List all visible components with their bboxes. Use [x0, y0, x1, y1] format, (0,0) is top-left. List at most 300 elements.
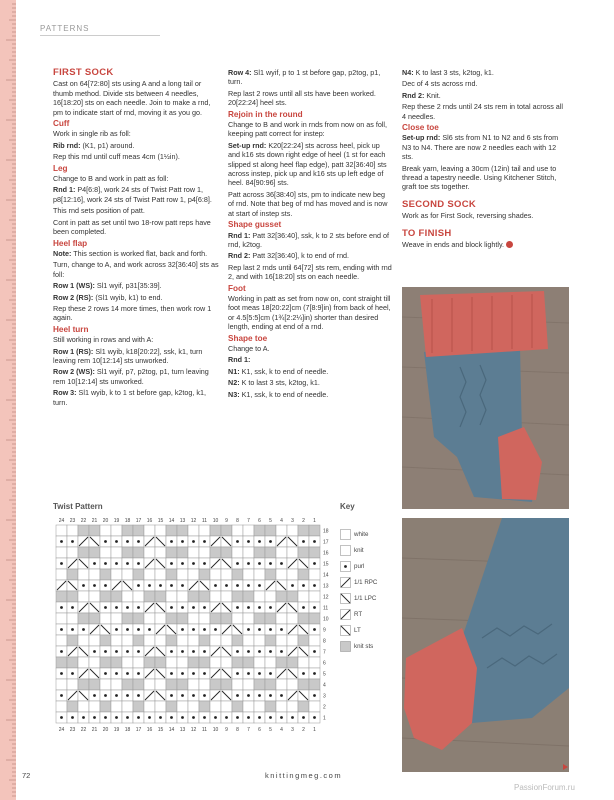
key-label: 1/1 RPC [354, 579, 378, 586]
sock-toe-illustration [402, 518, 569, 772]
chart-cell [199, 558, 210, 569]
chart-cell [122, 602, 133, 613]
chart-cell [298, 646, 309, 657]
chart-cell [287, 558, 298, 569]
chart-cell [309, 580, 320, 591]
heading-cuff: Cuff [53, 119, 70, 129]
turn-text-3: Row 2 (WS): Sl1 wyif, p7, p2tog, p1, turn leaving rem 10[12:14] sts unworked. [53, 367, 209, 386]
chart-cell [221, 657, 232, 668]
chart-cell [144, 646, 155, 657]
chart-cell [265, 657, 276, 668]
chart-cell [166, 624, 177, 635]
chart-row-number: 3 [323, 693, 326, 700]
key-symbol-grey [340, 641, 351, 652]
heading-second-sock: SECOND SOCK [402, 198, 477, 210]
chart-cell [210, 536, 221, 547]
chart-col-number: 10 [212, 727, 219, 733]
key-item-knit [340, 544, 400, 557]
chart-col-number: 17 [135, 727, 142, 733]
chart-cell [298, 569, 309, 580]
toe-text-5: N3: K1, ssk, k to end of needle. [228, 389, 329, 399]
next-arrow-icon [563, 764, 568, 770]
chart-cell [100, 525, 111, 536]
chart-col-number: 10 [212, 518, 219, 524]
chart-cell [155, 635, 166, 646]
chart-cell [254, 558, 265, 569]
chart-cell [133, 547, 144, 558]
chart-cell [144, 547, 155, 558]
chart-cell [67, 701, 78, 712]
chart-cell [89, 547, 100, 558]
chart-cell [232, 690, 243, 701]
chart-cell [166, 569, 177, 580]
chart-cell [298, 712, 309, 723]
heading-leg: Leg [53, 163, 68, 173]
chart-col-number: 19 [113, 518, 120, 524]
leg-text-4: Cont in patt as set until two 18-row patt reps have been completed. [53, 217, 211, 237]
chart-cell [56, 712, 67, 723]
chart-cell [254, 569, 265, 580]
chart-cell [276, 668, 287, 679]
chart-cell [100, 602, 111, 613]
chart-cell [243, 624, 254, 635]
chart-cell [188, 701, 199, 712]
chart-cell [265, 635, 276, 646]
chart-cell [243, 690, 254, 701]
chart-cell [67, 668, 78, 679]
chart-cell [309, 591, 320, 602]
chart-cell [166, 701, 177, 712]
chart-cell [100, 569, 111, 580]
chart-col-number: 24 [58, 727, 65, 733]
key-label: LT [354, 627, 361, 634]
key-symbol-lt [340, 625, 351, 636]
chart-cell [243, 701, 254, 712]
cast-on-text: Cast on 64[72:80] sts using A and a long tail or thumb method. Divide sts between 4 needles, 16[18:20] sts on each needle. Join to make a rnd, pm to indicate start of rnd, moving it as you go. [53, 79, 211, 117]
chart-cell [276, 679, 287, 690]
chart-cell [144, 690, 155, 701]
chart-cell [298, 668, 309, 679]
chart-cell [67, 635, 78, 646]
chart-col-number: 8 [236, 727, 239, 733]
chart-cell [287, 646, 298, 657]
foot-text-1: Working in patt as set from now on, cont straight till foot meas 18[20:22]cm (7[8:9]in) from back of heel, or 4.5[5:5]cm (1¾[2:2¼]in) shorter than desired length, ending at end of a rnd. [228, 293, 391, 332]
chart-cell [56, 591, 67, 602]
rnd2-repeat-text: Rep these 2 rnds until 24 sts rem in total across all 4 needles. [402, 102, 563, 121]
chart-cell [100, 547, 111, 558]
heading-shape-gusset: Shape gusset [228, 220, 282, 230]
chart-cell [111, 635, 122, 646]
chart-cell [210, 679, 221, 690]
heading-rejoin: Rejoin in the round [228, 109, 303, 119]
chart-cell [122, 712, 133, 723]
chart-cell [232, 657, 243, 668]
chart-row-number: 4 [323, 682, 326, 689]
chart-cell [287, 712, 298, 723]
chart-cell [243, 558, 254, 569]
instructions-column-2 [228, 68, 392, 401]
chart-cell [100, 712, 111, 723]
chart-cell [155, 591, 166, 602]
chart-cell [188, 712, 199, 723]
chart-cell [166, 635, 177, 646]
chart-cell [265, 591, 276, 602]
chart-cell [199, 668, 210, 679]
chart-cell [67, 591, 78, 602]
chart-cell [133, 657, 144, 668]
chart-cell [309, 668, 320, 679]
chart-cell [56, 679, 67, 690]
chart-cell [276, 525, 287, 536]
chart-cell [210, 569, 221, 580]
flap-text-4: Row 2 (RS): (Sl1 wyib, k1) to end. [53, 292, 163, 302]
chart-cell [89, 657, 100, 668]
chart-cell [210, 591, 221, 602]
chart-cell [232, 602, 243, 613]
chart-cell [177, 613, 188, 624]
chart-cell [111, 591, 122, 602]
chart-cell [56, 525, 67, 536]
rnd2-text: Rnd 2: Knit. [402, 90, 441, 100]
chart-cell [309, 624, 320, 635]
key-symbol-rt [340, 609, 351, 620]
chart-cell [67, 679, 78, 690]
chart-cell [177, 635, 188, 646]
chart-cell [177, 558, 188, 569]
chart-cell [254, 668, 265, 679]
chart-cell [100, 679, 111, 690]
chart-cell [155, 536, 166, 547]
chart-cell [309, 701, 320, 712]
chart-cell [254, 712, 265, 723]
chart-cell [133, 569, 144, 580]
toe-text-3: N1: K1, ssk, k to end of needle. [228, 366, 329, 376]
chart-cell [122, 525, 133, 536]
chart-cell [177, 668, 188, 679]
chart-cell [166, 591, 177, 602]
chart-col-number: 12 [190, 518, 197, 524]
gusset-text-2: Rnd 2: Patt 32[36:40], k to end of rnd. [228, 251, 350, 261]
chart-cell [133, 613, 144, 624]
chart-cell [199, 536, 210, 547]
chart-cell [265, 602, 276, 613]
chart-cell [111, 602, 122, 613]
chart-cell [89, 525, 100, 536]
chart-cell [199, 591, 210, 602]
chart-row-number: 15 [323, 561, 329, 568]
chart-cell [100, 657, 111, 668]
chart-col-number: 4 [280, 518, 283, 524]
chart-cell [111, 657, 122, 668]
chart-cell [221, 690, 232, 701]
chart-col-number: 16 [146, 727, 153, 733]
key-item-lt [340, 624, 400, 637]
chart-cell [122, 613, 133, 624]
chart-col-number: 12 [190, 727, 197, 733]
chart-cell [78, 602, 89, 613]
chart-cell [166, 690, 177, 701]
chart-cell [210, 602, 221, 613]
flap-text-3: Row 1 (WS): Sl1 wyif, p31[35:39]. [53, 281, 162, 291]
chart-row-number: 14 [323, 572, 329, 579]
chart-cell [100, 635, 111, 646]
chart-cell [298, 613, 309, 624]
watermark-credit: PassionForum.ru [514, 783, 575, 792]
chart-cell [166, 613, 177, 624]
chart-cell [89, 701, 100, 712]
key-item-white [340, 528, 400, 541]
chart-cell [199, 569, 210, 580]
chart-cell [133, 624, 144, 635]
chart-cell [56, 580, 67, 591]
chart-cell [155, 613, 166, 624]
chart-cell [111, 679, 122, 690]
chart-cell [210, 657, 221, 668]
chart-cell [243, 712, 254, 723]
chart-cell [67, 690, 78, 701]
chart-cell [89, 668, 100, 679]
rejoin-text-2: Set-up rnd: K20[22:24] sts across heel, pick up and k16 sts down right edge of heel (1 st for each slipped st along heel flap edge), patt 32[36:40] sts across instep, pick up and k16 sts up left edge of heel. 84[90:96] sts. [228, 140, 387, 188]
chart-cell [199, 547, 210, 558]
chart-cell [188, 635, 199, 646]
chart-cell [144, 580, 155, 591]
chart-cell [265, 613, 276, 624]
chart-cell [298, 602, 309, 613]
chart-cell [265, 525, 276, 536]
key-item-rpc [340, 576, 400, 589]
key-symbol-white [340, 529, 351, 540]
chart-row-number: 7 [323, 649, 326, 656]
chart-cell [122, 624, 133, 635]
gusset-text-3: Rep last 2 rnds until 64[72] sts rem, ending with rnd 2, and with 16[18:20] sts on each needle. [228, 262, 392, 282]
chart-col-number: 13 [179, 727, 186, 733]
chart-col-number: 21 [91, 518, 98, 524]
chart-cell [89, 580, 100, 591]
chart-cell [56, 635, 67, 646]
chart-cell [265, 558, 276, 569]
key-item-lpc [340, 592, 400, 605]
chart-col-number: 22 [80, 727, 87, 733]
chart-cell [78, 547, 89, 558]
chart-cell [100, 580, 111, 591]
chart-cell [155, 668, 166, 679]
chart-cell [254, 690, 265, 701]
flap-text-2: Turn, change to A, and work across 32[36:40] sts as foll: [53, 260, 219, 279]
chart-cell [89, 646, 100, 657]
cuff-text-1: Work in single rib as foll: [53, 129, 131, 139]
chart-cell [155, 547, 166, 558]
chart-col-number: 19 [113, 727, 120, 733]
chart-cell [111, 668, 122, 679]
chart-cell [144, 525, 155, 536]
chart-cell [309, 569, 320, 580]
chart-cell [56, 701, 67, 712]
chart-cell [287, 613, 298, 624]
chart-col-number: 9 [225, 727, 228, 733]
chart-cell [111, 690, 122, 701]
chart-cell [144, 712, 155, 723]
chart-cell [89, 602, 100, 613]
chart-col-number: 6 [258, 727, 261, 733]
chart-cell [232, 613, 243, 624]
chart-cell [265, 547, 276, 558]
chart-col-number: 1 [313, 518, 316, 524]
chart-cell [78, 558, 89, 569]
chart-cell [111, 558, 122, 569]
chart-cell [254, 646, 265, 657]
chart-cell [210, 547, 221, 558]
ruler-ticks [0, 0, 16, 800]
chart-cell [155, 580, 166, 591]
chart-cell [155, 646, 166, 657]
chart-cell [276, 591, 287, 602]
key-title: Key [340, 502, 355, 511]
chart-cell [199, 602, 210, 613]
chart-col-number: 14 [168, 518, 175, 524]
chart-cell [287, 624, 298, 635]
chart-cell [210, 580, 221, 591]
chart-cell [243, 569, 254, 580]
heading-close-toe: Close toe [402, 123, 439, 133]
chart-cell [188, 657, 199, 668]
site-url: knittingmeg.com [265, 771, 343, 780]
chart-col-number: 17 [135, 518, 142, 524]
chart-cell [188, 668, 199, 679]
chart-cell [276, 547, 287, 558]
chart-cell [309, 613, 320, 624]
chart-cell [276, 690, 287, 701]
chart-cell [221, 624, 232, 635]
chart-cell [199, 580, 210, 591]
chart-col-number: 23 [69, 518, 76, 524]
chart-cell [243, 525, 254, 536]
row4-text: Row 4: Sl1 wyif, p to 1 st before gap, p2tog, p1, turn. [228, 68, 381, 87]
chart-cell [133, 679, 144, 690]
chart-cell [221, 591, 232, 602]
chart-cell [100, 624, 111, 635]
chart-cell [78, 580, 89, 591]
chart-cell [111, 569, 122, 580]
chart-cell [254, 657, 265, 668]
chart-cell [232, 646, 243, 657]
chart-cell [232, 525, 243, 536]
chart-col-number: 18 [124, 727, 131, 733]
chart-cell [177, 569, 188, 580]
measuring-ruler [0, 0, 16, 800]
chart-cell [210, 635, 221, 646]
chart-cell [155, 602, 166, 613]
chart-cell [166, 646, 177, 657]
chart-cell [56, 657, 67, 668]
chart-col-number: 7 [247, 518, 250, 524]
chart-cell [111, 646, 122, 657]
chart-cell [144, 624, 155, 635]
chart-cell [199, 701, 210, 712]
chart-cell [144, 701, 155, 712]
chart-cell [309, 690, 320, 701]
chart-row-number: 9 [323, 627, 326, 634]
chart-col-number: 2 [302, 727, 305, 733]
second-sock-text: Work as for First Sock, reversing shades. [402, 211, 534, 221]
heading-first-sock: FIRST SOCK [53, 67, 114, 78]
chart-cell [199, 635, 210, 646]
chart-cell [111, 525, 122, 536]
chart-cell [276, 602, 287, 613]
chart-cell [111, 580, 122, 591]
chart-cell [210, 690, 221, 701]
chart-row-number: 1 [323, 715, 326, 722]
chart-cell [144, 558, 155, 569]
chart-cell [122, 657, 133, 668]
turn-text-1: Still working in rows and with A: [53, 335, 154, 345]
chart-key [340, 528, 400, 656]
chart-cell [89, 613, 100, 624]
chart-cell [67, 602, 78, 613]
chart-cell [100, 646, 111, 657]
chart-cell [298, 536, 309, 547]
sock-photo-toe [402, 518, 569, 772]
leg-text-3: This rnd sets position of patt. [53, 206, 145, 216]
chart-cell [56, 547, 67, 558]
leg-text-1: Change to B and work in patt as foll: [53, 174, 169, 184]
chart-cell [243, 657, 254, 668]
key-symbol-rpc [340, 577, 351, 588]
chart-cell [111, 613, 122, 624]
chart-row-number: 12 [323, 594, 329, 601]
chart-cell [199, 657, 210, 668]
chart-cell [265, 569, 276, 580]
chart-cell [276, 657, 287, 668]
chart-cell [122, 580, 133, 591]
heading-foot: Foot [228, 283, 246, 293]
chart-cell [56, 613, 67, 624]
key-label: 1/1 LPC [354, 595, 377, 602]
chart-col-number: 23 [69, 727, 76, 733]
chart-cell [309, 646, 320, 657]
chart-col-number: 20 [102, 727, 109, 733]
chart-cell [265, 701, 276, 712]
chart-cell [287, 679, 298, 690]
chart-cell [166, 558, 177, 569]
chart-cell [155, 701, 166, 712]
toe-text-2: Rnd 1: [228, 355, 251, 365]
chart-cell [67, 525, 78, 536]
chart-cell [133, 690, 144, 701]
chart-cell [276, 536, 287, 547]
chart-cell [210, 712, 221, 723]
chart-cell [287, 668, 298, 679]
chart-title: Twist Pattern [53, 502, 103, 511]
chart-cell [221, 569, 232, 580]
chart-cell [67, 646, 78, 657]
chart-cell [177, 525, 188, 536]
chart-cell [166, 657, 177, 668]
chart-cell [78, 613, 89, 624]
chart-cell [100, 591, 111, 602]
chart-cell [133, 712, 144, 723]
chart-cell [89, 624, 100, 635]
chart-cell [199, 613, 210, 624]
key-symbol-lpc [340, 593, 351, 604]
leg-text-2: Rnd 1: P4[6:8], work 24 sts of Twist Patt row 1, p8[12:16], work 24 sts of Twist Patt row 1, p4[6:8]. [53, 185, 212, 204]
chart-cell [133, 635, 144, 646]
chart-cell [122, 668, 133, 679]
chart-col-number: 1 [313, 727, 316, 733]
chart-cell [111, 701, 122, 712]
chart-col-number: 15 [157, 518, 164, 524]
chart-cell [199, 525, 210, 536]
chart-cell [133, 668, 144, 679]
